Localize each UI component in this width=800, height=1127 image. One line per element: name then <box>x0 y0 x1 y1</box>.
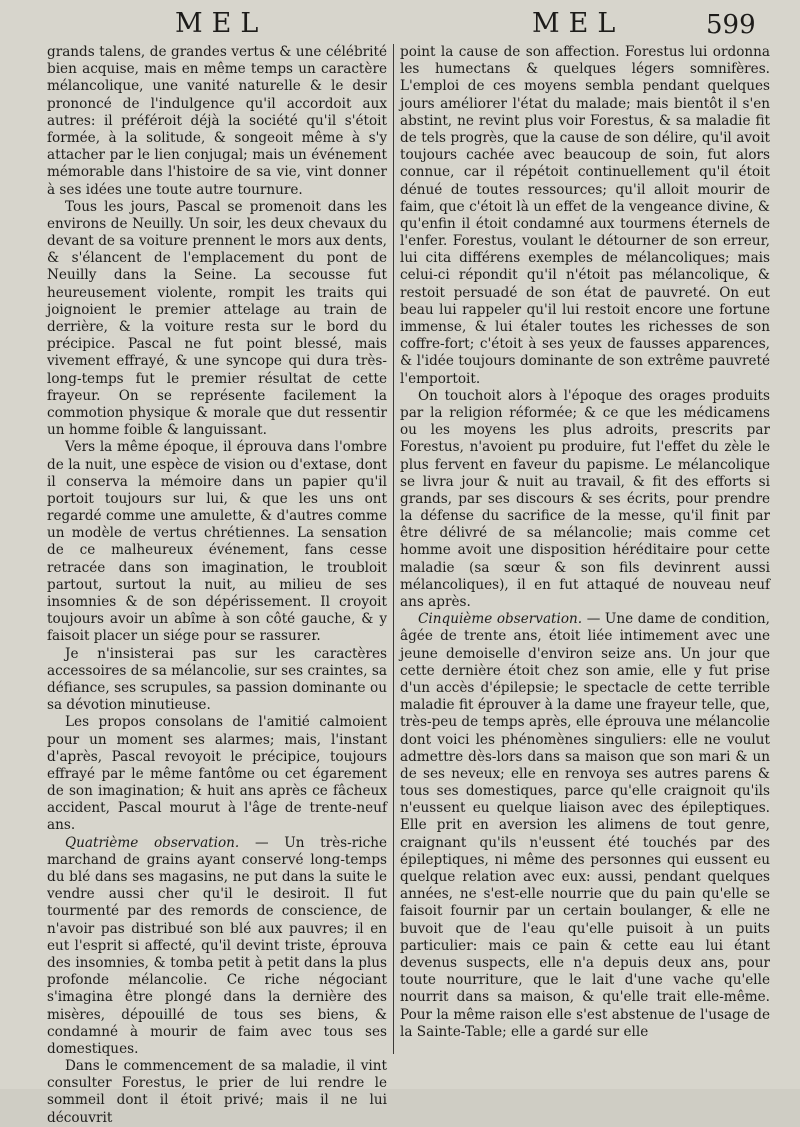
paragraph-text: point la cause de son affection. Forestus lui ordonna les humectans & quelques légers somnifères. L'emploi de ces moyens sembla pendant quelques jours améliorer l'état du malade; mais bientôt il s'en abstint, ne revint plus voir Forestus, & sa maladie fit de tels progrès, que la cause de son délire, qu'il avoit toujours cachée avec beaucoup de soin, fut alors connue, car il répétoit continuellement qu'il étoit dénué de toutes ressources; qu'il alloit mourir de faim, que c'étoit là un effet de la vengeance divine, & qu'enfin il étoit condamné aux tourmens éternels de l'enfer. Forestus, voulant le détourner de son erreur, lui cita différens exemples de mélancoliques; mais celui-ci répondit qu'il n'étoit pas mélancolique, & restoit persuadé de son état de pauvreté. On eut beau lui rappeler qu'il lui restoit encore une fortune immense, & lui étaler toutes les richesses de son coffre-fort; c'étoit à ses yeux de fausses apparences, & l'idée toujours dominante de son extrême pauvreté l'emportoit. <box>400 44 770 387</box>
paragraph <box>47 646 387 715</box>
paragraph <box>400 388 770 611</box>
page-number: 599 <box>706 10 756 40</box>
paragraph <box>47 199 387 440</box>
left-column <box>47 44 387 1127</box>
paragraph <box>47 439 387 645</box>
paragraph-text: Dans le commencement de sa maladie, il vint consulter Forestus, le prier de lui rendre le sommeil dont il étoit privé; mais il ne lui découvrit <box>47 1058 387 1126</box>
paragraph-text: — Une dame de condition, âgée de trente ans, étoit liée intimement avec une jeune demoiselle d'environ seize ans. Un jour que cette dernière étoit chez son amie, elle y fut prise d'un accès d'épilepsie; le spectacle de cette terrible maladie fit éprouver à la dame une frayeur telle, que, très-peu de temps après, elle éprouva une mélancolie dont voici les phénomènes singuliers: elle ne voulut admettre dès-lors dans sa maison que son mari & un de ses neveux; elle en renvoya ses autres parens & tous ses domestiques, parce qu'elle craignoit qu'ils n'eussent eu quelque liaison avec des épileptiques. Elle prit en aversion les alimens de tout genre, craignant qu'ils n'eussent été touchés par des épileptiques, ni même des personnes qui eussent eu quelque relation avec eux: aussi, pendant quelques années, ne s'est-elle nourrie que du pain qu'elle se faisoit fournir par un certain boulanger, & elle ne buvoit que de l'eau qu'elle puisoit à un puits particulier: mais ce pain & cette eau lui étant devenus suspects, elle n'a depuis deux ans, pour toute nourriture, que le lait d'une vache qu'elle nourrit dans sa maison, & qu'elle trait elle-même. Pour la même raison elle s'est abstenue de l'usage de la Sainte-Table; elle a gardé sur elle <box>400 611 770 1040</box>
paragraph-text: — Un très-riche marchand de grains ayant conservé long-temps du blé dans ses magasins, ne put dans la suite le vendre aussi cher qu'il le desiroit. Il fut tourmenté par des remords de conscience, de n'avoir pas distribué son blé aux pauvres; il en eut l'esprit si affecté, qu'il devint triste, éprouva des insomnies, & tomba petit à petit dans la plus profonde mélancolie. Ce riche négociant s'imagina être plongé dans la dernière des misères, dépouillé de tous ses biens, & condamné à mourir de faim avec tous ses domestiques. <box>47 834 388 1057</box>
running-head <box>0 4 800 40</box>
paragraph <box>47 44 387 199</box>
paragraph-text: Je n'insisterai pas sur les caractères accessoires de sa mélancolie, sur ses craintes, sa défiance, ses scrupules, sa passion dominante ou sa dévotion minutieuse. <box>47 645 387 714</box>
paragraph-text: grands talens, de grandes vertus & une célébrité bien acquise, mais en même temps un caractère mélancolique, une vanité naturelle & le desir prononcé de l'indulgence qu'il accordoit aux autres: il préféroit déjà la société qu'il s'étoit formée, à la solitude, & songeoit même à s'y attacher par le lien conjugal; mais un événement mémorable dans l'histoire de sa vie, vint donner à ses idées une toute autre tournure. <box>47 44 387 198</box>
paragraph <box>47 714 387 834</box>
headword-left: MEL <box>175 8 268 39</box>
paragraph-text: Tous les jours, Pascal se promenoit dans les environs de Neuilly. Un soir, les deux chevaux du devant de sa voiture prennent le mors aux dents, & s'élancent de l'emplacement du pont de Neuilly dans la Seine. La secousse fut heureusement violente, rompit les traits qui joignoient le premier attelage au train de derrière, & la voiture resta sur le bord du précipice. Pascal ne fut point blessé, mais vivement effrayé, & une syncope qui dura très-long-temps fut le premier résultat de cette frayeur. On se représente facilement la commotion physique & morale que dut ressentir un homme foible & languissant. <box>47 198 387 439</box>
observation-heading: Cinquième observation. <box>418 611 583 628</box>
right-column <box>400 44 770 1041</box>
paragraph-text: On touchoit alors à l'époque des orages produits par la religion réformée; & ce que les médicamens ou les moyens les plus adroits, prescrits par Forestus, n'avoient pu produire, fut l'effet du zèle le plus fervent en faveur du papisme. Le mélancolique se livra jour & nuit au travail, & fit des efforts si grands, par ses discours & ses écrits, pour prendre la défense du sacrifice de la messe, qu'il finit par être délivré de sa mélancolie; mais comme cet homme avoit une disposition héréditaire pour cette maladie (sa sœur & son fils devinrent aussi mélancoliques), il en fut attaqué de nouveau neuf ans après. <box>400 387 770 610</box>
paragraph <box>47 1058 387 1127</box>
paragraph-text: Les propos consolans de l'amitié calmoient pour un moment ses alarmes; mais, l'instant d'après, Pascal revoyoit le précipice, toujours effrayé par le même fantôme ou cet égarement de son imagination; & huit ans après ce fâcheux accident, Pascal mourut à l'âge de trente-neuf ans. <box>47 714 387 834</box>
headword-right: MEL <box>532 8 625 39</box>
column-divider <box>393 44 394 1054</box>
paragraph-text: Vers la même époque, il éprouva dans l'ombre de la nuit, une espèce de vision ou d'extase, dont il conserva la mémoire dans un papier qu'il portoit toujours sur lui, & que les uns ont regardé comme une amulette, & d'autres comme un modèle de vertus chrétiennes. La sensation de ce malheureux événement, fans cesse retracée dans son imagination, le troubloit partout, surtout la nuit, au milieu de ses insomnies & de son dépérissement. Il croyoit toujours avoir un abîme à son côté gauche, & y faisoit placer un siége pour se rassurer. <box>47 439 387 645</box>
paragraph <box>400 611 770 1041</box>
observation-heading: Quatrième observation. <box>65 834 240 851</box>
paragraph <box>47 835 387 1058</box>
paragraph <box>400 44 770 388</box>
